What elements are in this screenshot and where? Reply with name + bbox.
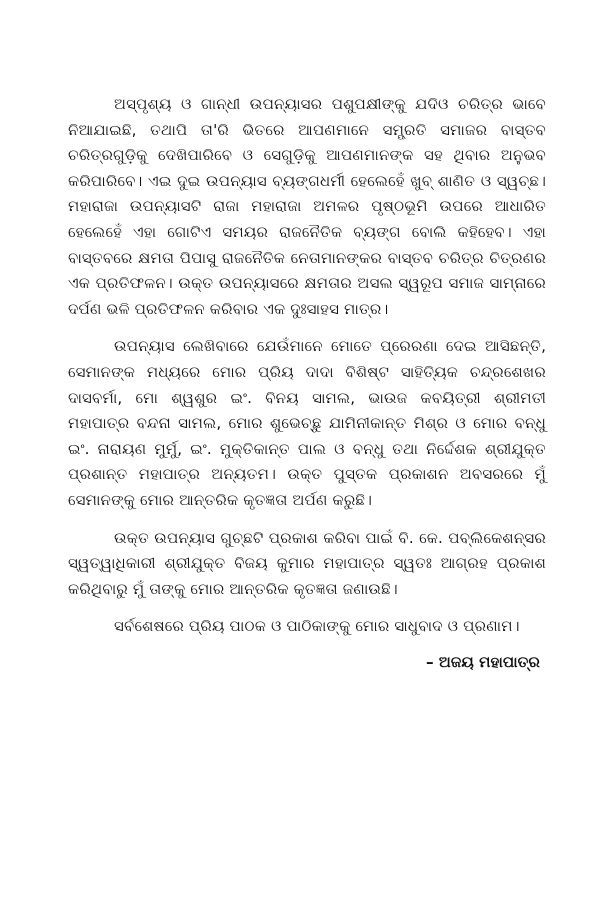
paragraph-publisher-thanks: ଉକ୍ତ ଉପନ୍ୟାସ ଗୁଚ୍ଛଟି ପ୍ରକାଶ କରିବା ପାଇଁ ବି. କେ. ପବ୍ଲିକେଶନ୍ସର ସ୍ୱତ୍ୱାଧିକାରୀ ଶ୍ରୀଯୁକ୍ତ ବିଜୟ କୁମାର ମହାପାତ୍ର ସ୍ୱତଃ ଆଗ୍ରହ ପ୍ରକାଶ କରିଥିବାରୁ ମୁଁ ତାଙ୍କୁ ମୋର ଆନ୍ତରିକ କୃତଜ୍ଞତା ଜଣାଉଛି। bbox=[68, 528, 546, 598]
paragraph-intro: ଅସ୍ପୃଶ୍ୟ ଓ ଗାନ୍ଧୀ ଉପନ୍ୟାସର ପଶୁପକ୍ଷୀଙ୍କୁ ଯଦିଓ ଚରିତ୍ର ଭାବେ ନିଆଯାଇଛି, ତଥାପି ତା'ରି ଭିତରେ ଆପଣମାନେ ସମ୍ପ୍ରତି ସମାଜର ବାସ୍ତବ ଚରିତ୍ରଗୁଡ଼ିକୁ ଦେଖିପାରିବେ ଓ ସେଗୁଡ଼ିକୁ ଆପଣମାନଙ୍କ ସହ ଥିବାର ଅନୁଭବ କରିପାରିବେ। ଏଇ ଦୁଇ ଉପନ୍ୟାସ ବ୍ୟଙ୍ଗଧର୍ମୀ ହେଲେହେଁ ଖୁବ୍ ଶାଣିତ ଓ ସ୍ୱଚ୍ଛ। ମହାରାଜା ଉପନ୍ୟାସଟି ରାଜା ମହାରାଜା ଅମଳର ପୃଷ୍ଠଭୂମି ଉପରେ ଆଧାରିତ ହେଲେହେଁ ଏହା ଗୋଟିଏ ସମୟର ରାଜନୈତିକ ବ୍ୟଙ୍ଗ ବୋଲି କହିହେବ। ଏହା ବାସ୍ତବରେ କ୍ଷମତା ପିପାସୁ ରାଜନୈତିକ ନେତାମାନଙ୍କର ବାସ୍ତବ ଚରିତ୍ର ଚିତ୍ରଣର ଏକ ପ୍ରତିଫଳନ। ଉକ୍ତ ଉପନ୍ୟାସରେ କ୍ଷମତାର ଅସଲ ସ୍ୱରୂପ ସମାଜ ସାମ୍ନାରେ ଦର୍ପଣ ଭଳି ପ୍ରତିଫଳନ କରିବାର ଏକ ଦୁଃସାହସ ମାତ୍ର। bbox=[68, 95, 546, 318]
author-signature: – ଅଜୟ ମହାପାତ୍ର bbox=[425, 652, 540, 671]
document-body bbox=[68, 92, 546, 675]
paragraph-closing: ସର୍ବଶେଷରେ ପ୍ରିୟ ପାଠକ ଓ ପାଠିକାଙ୍କୁ ମୋର ସାଧୁବାଦ ଓ ପ୍ରଣାମ। bbox=[114, 617, 520, 636]
paragraph-acknowledgements: ଉପନ୍ୟାସ ଲେଖିବାରେ ଯେଉଁମାନେ ମୋତେ ପ୍ରେରଣା ଦେଇ ଆସିଛନ୍ତି, ସେମାନଙ୍କ ମଧ୍ୟରେ ମୋର ପ୍ରିୟ ଦାଦା ବିଶିଷ୍ଟ ସାହିତ୍ୟିକ ଚନ୍ଦ୍ରଶେଖର ଦାସବର୍ମା, ମୋ ଶ୍ୱଶୁର ଇଂ. ବିନୟ ସାମଲ, ଭାଉଜ କବୟିତ୍ରୀ ଶ୍ରୀମତୀ ମହାପାତ୍ର ବନ୍ଦନା ସାମଲ, ମୋର ଶୁଭେଚ୍ଛୁ ଯାମିନୀକାନ୍ତ ମିଶ୍ର ଓ ମୋର ବନ୍ଧୁ ଇଂ. ନାରାୟଣ ମୁର୍ମୁ, ଇଂ. ମୁକ୍ତିକାନ୍ତ ପାଲ ଓ ବନ୍ଧୁ ତଥା ନିର୍ଦ୍ଦେଶକ ଶ୍ରୀଯୁକ୍ତ ପ୍ରଶାନ୍ତ ମହାପାତ୍ର ଅନ୍ୟତମ। ଉକ୍ତ ପୁସ୍ତକ ପ୍ରକାଶନ ଅବସରରେ ମୁଁ ସେମାନଙ୍କୁ ମୋର ଆନ୍ତରିକ କୃତଜ୍ଞତା ଅର୍ପଣ କରୁଛି। bbox=[68, 337, 546, 509]
